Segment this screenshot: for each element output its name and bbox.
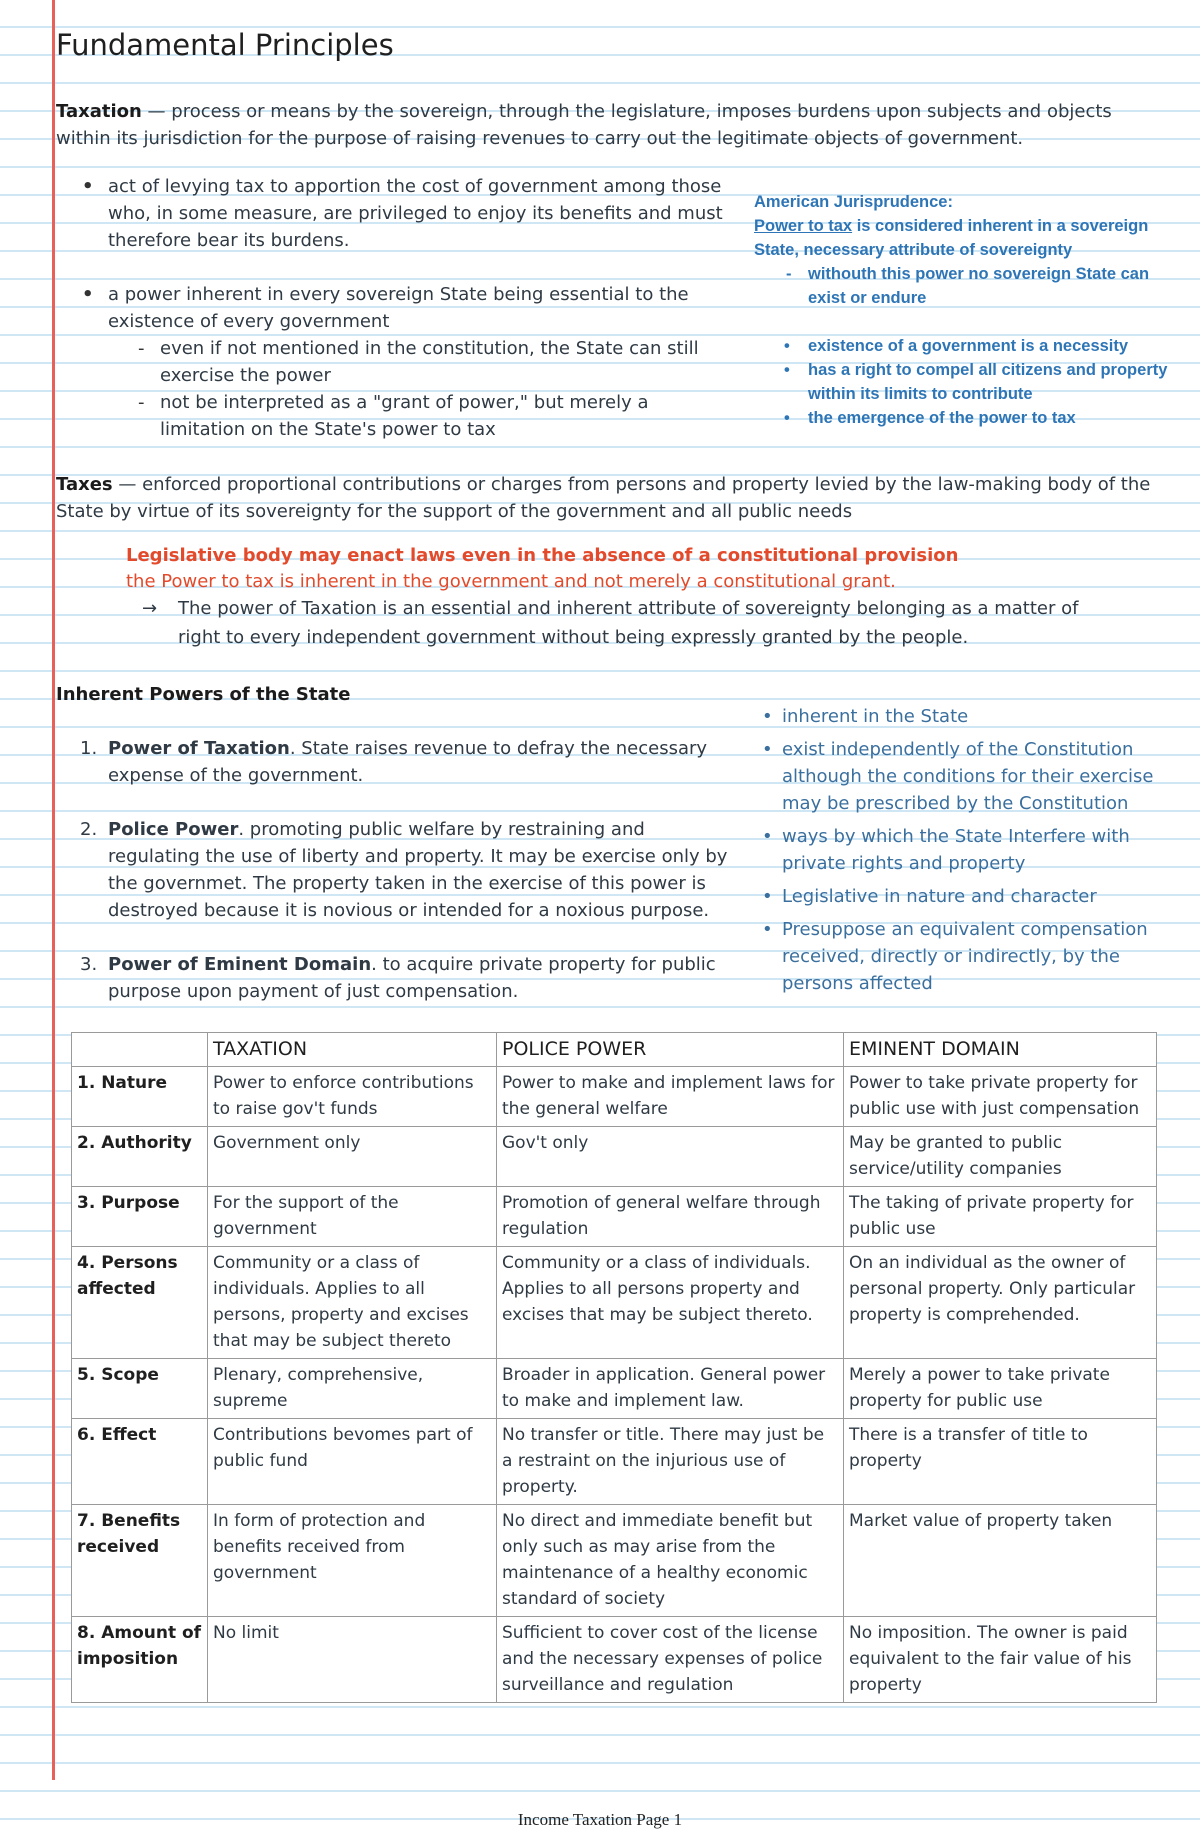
arrow-note-text: The power of Taxation is an essential and inherent attribute of sovereignty belonging as a matter of right to every independent government without being expressly granted by the people.: [178, 598, 1079, 648]
row-label: 6. Effect: [72, 1419, 208, 1505]
characteristic-item: • inherent in the State: [756, 703, 1176, 730]
table-cell: No imposition. The owner is paid equivalent to the fair value of his property: [844, 1617, 1157, 1703]
page-title: Fundamental Principles: [56, 28, 394, 62]
power-number: 1.: [80, 738, 98, 759]
power-to-tax-link[interactable]: Power to tax: [754, 217, 853, 235]
characteristic-item: • Legislative in nature and character: [756, 883, 1176, 910]
table-cell: On an individual as the owner of personal property. Only particular property is comprehended.: [844, 1247, 1157, 1359]
power-number: 3.: [80, 954, 98, 975]
table-cell: Contributions bevomes part of public fund: [208, 1419, 497, 1505]
table-header-row: [72, 1033, 1157, 1067]
row-label: 5. Scope: [72, 1359, 208, 1419]
power-name: Power of Eminent Domain: [108, 954, 372, 975]
taxation-term: Taxation: [56, 101, 142, 122]
table-cell: Power to take private property for public use with just compensation: [844, 1067, 1157, 1127]
inherent-powers-heading: Inherent Powers of the State: [56, 684, 351, 705]
american-jurisprudence-note: [754, 190, 1174, 430]
table-cell: Power to make and implement laws for the general welfare: [497, 1067, 844, 1127]
taxation-definition: [56, 98, 1166, 152]
table-row: [72, 1187, 1157, 1247]
taxation-sub-bullet: - not be interpreted as a "grant of power," but merely a limitation on the State's power to tax: [134, 389, 732, 443]
power-item: [56, 816, 736, 924]
table-row: [72, 1127, 1157, 1187]
table-row: [72, 1359, 1157, 1419]
characteristic-item: • Presuppose an equivalent compensation received, directly or indirectly, by the persons affected: [756, 916, 1176, 997]
table-header-cell: POLICE POWER: [497, 1033, 844, 1067]
taxation-bullets: [82, 173, 732, 443]
american-jurisprudence-heading: American Jurisprudence:: [754, 193, 953, 211]
taxes-term: Taxes: [56, 474, 113, 495]
table-row: [72, 1617, 1157, 1703]
table-cell: There is a transfer of title to property: [844, 1419, 1157, 1505]
american-jurisprudence-bullet: • existence of a government is a necessity: [754, 334, 1174, 358]
american-jurisprudence-bullet: • the emergence of the power to tax: [754, 406, 1174, 430]
table-row: [72, 1505, 1157, 1617]
row-label: 1. Nature: [72, 1067, 208, 1127]
taxes-definition-text: — enforced proportional contributions or charges from persons and property levied by the law-making body of the State by virtue of its sovereignty for the support of the government and all public needs: [56, 474, 1151, 522]
american-jurisprudence-statement: [754, 214, 1174, 262]
page-footer: Income Taxation Page 1: [517, 1810, 683, 1829]
table-cell: Gov't only: [497, 1127, 844, 1187]
table-cell: Promotion of general welfare through regulation: [497, 1187, 844, 1247]
power-desc: . State raises revenue to defray the necessary expense of the government.: [108, 738, 708, 786]
row-label: 2. Authority: [72, 1127, 208, 1187]
table-header-cell: TAXATION: [208, 1033, 497, 1067]
table-cell: Government only: [208, 1127, 497, 1187]
table-cell: For the support of the government: [208, 1187, 497, 1247]
legislative-note-bold: Legislative body may enact laws even in the absence of a constitutional provision: [126, 545, 959, 566]
table-cell: Power to enforce contributions to raise gov't funds: [208, 1067, 497, 1127]
legislative-note: [126, 543, 1126, 595]
power-number: 2.: [80, 819, 98, 840]
row-label: 3. Purpose: [72, 1187, 208, 1247]
table-row: [72, 1419, 1157, 1505]
power-item: [56, 951, 736, 1005]
table-cell: No direct and immediate benefit but only such as may arise from the maintenance of a healthy economic standard of society: [497, 1505, 844, 1617]
row-label: 8. Amount of imposition: [72, 1617, 208, 1703]
table-cell: Broader in application. General power to make and implement law.: [497, 1359, 844, 1419]
taxation-sub-bullet: - even if not mentioned in the constitution, the State can still exercise the power: [134, 335, 732, 389]
table-cell: Community or a class of individuals. Applies to all persons property and excises that may be subject thereto.: [497, 1247, 844, 1359]
row-label: 7. Benefits received: [72, 1505, 208, 1617]
notebook-margin-line: [52, 0, 55, 1780]
american-jurisprudence-bullet: • has a right to compel all citizens and property within its limits to contribute: [754, 358, 1174, 406]
table-cell: May be granted to public service/utility companies: [844, 1127, 1157, 1187]
table-cell: No limit: [208, 1617, 497, 1703]
legislative-note-normal: the Power to tax is inherent in the government and not merely a constitutional grant.: [126, 571, 896, 592]
table-cell: No transfer or title. There may just be a restraint on the injurious use of property.: [497, 1419, 844, 1505]
power-item: [56, 735, 736, 789]
power-name: Power of Taxation: [108, 738, 290, 759]
arrow-note: [142, 594, 1092, 652]
table-cell: Market value of property taken: [844, 1505, 1157, 1617]
table-cell: The taking of private property for public use: [844, 1187, 1157, 1247]
table-cell: Community or a class of individuals. Applies to all persons, property and excises that may be subject thereto: [208, 1247, 497, 1359]
arrow-symbol: →: [142, 598, 158, 619]
characteristic-item: • ways by which the State Interfere with private rights and property: [756, 823, 1176, 877]
table-cell: Plenary, comprehensive, supreme: [208, 1359, 497, 1419]
inherent-powers-list: [56, 735, 736, 1005]
power-characteristics: [756, 703, 1176, 1003]
american-jurisprudence-dash: - withouth this power no sovereign State can exist or endure: [754, 262, 1174, 310]
table-header-cell: EMINENT DOMAIN: [844, 1033, 1157, 1067]
power-desc: . promoting public welfare by restraining and regulating the use of liberty and property. It may be exercise only by the governmet. The property taken in the exercise of this power is destroyed because it is novious or intended for a noxious purpose.: [108, 819, 728, 921]
taxes-definition: [56, 471, 1176, 525]
taxation-bullet: • a power inherent in every sovereign State being essential to the existence of every government: [82, 281, 732, 335]
american-jurisprudence-rest: is considered inherent in a sovereign State, necessary attribute of sovereignty: [754, 217, 1149, 259]
table-row: [72, 1067, 1157, 1127]
taxation-bullet: • act of levying tax to apportion the cost of government among those who, in some measure, are privileged to enjoy its benefits and must therefore bear its burdens.: [82, 173, 732, 254]
table-row: [72, 1247, 1157, 1359]
characteristic-item: • exist independently of the Constitution although the conditions for their exercise may be prescribed by the Constitution: [756, 736, 1176, 817]
table-cell: In form of protection and benefits received from government: [208, 1505, 497, 1617]
comparison-table: [71, 1032, 1157, 1703]
taxation-definition-text: — process or means by the sovereign, through the legislature, imposes burdens upon subjects and objects within its jurisdiction for the purpose of raising revenues to carry out the legitimate objects of government.: [56, 101, 1112, 149]
row-label: 4. Persons affected: [72, 1247, 208, 1359]
table-cell: Sufficient to cover cost of the license and the necessary expenses of police surveillance and regulation: [497, 1617, 844, 1703]
power-name: Police Power: [108, 819, 239, 840]
table-header-cell: [72, 1033, 208, 1067]
table-cell: Merely a power to take private property for public use: [844, 1359, 1157, 1419]
power-desc: . to acquire private property for public purpose upon payment of just compensation.: [108, 954, 716, 1002]
